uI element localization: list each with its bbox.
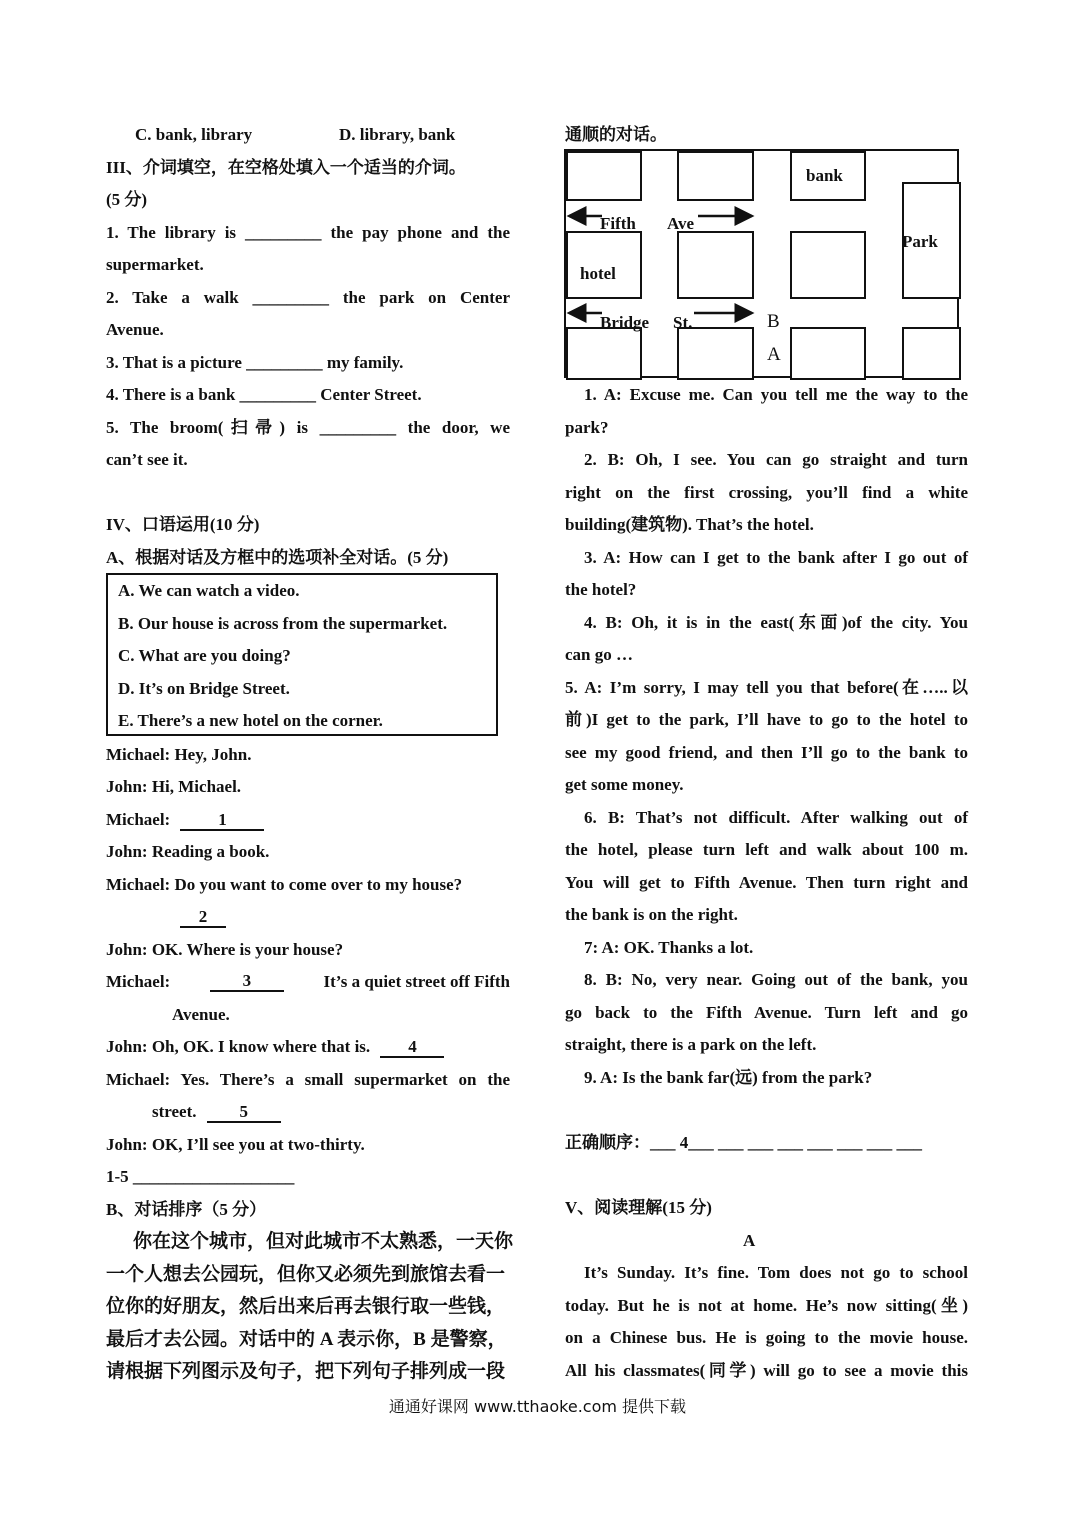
section-4b-title: B、对话排序（5 分） [106,1200,267,1219]
map-label-hotel: hotel [580,264,616,283]
question-5-line-1: 5. The broom(扫帚) is _________ the door, we [106,418,510,437]
dialogue-line-10: John: OK, I’ll see you at two-thirty. [106,1135,365,1154]
sentence-1-line-2: park? [565,418,609,437]
question-1-line-2: supermarket. [106,255,204,274]
blank-2: 2 [180,908,226,928]
sentence-5-line-1: 5. A: I’m sorry, I may tell you that before(在…..以 [565,678,968,697]
option-d: D. It’s on Bridge Street. [118,679,290,698]
question-3: 3. That is a picture _________ my family. [106,353,404,372]
dialogue-line-2: John: Hi, Michael. [106,777,242,796]
blank-3: 3 [210,972,284,992]
dialogue-line-4: John: Reading a book. [106,842,270,861]
question-2-line-2: Avenue. [106,320,164,339]
question-5-line-2: can’t see it. [106,450,188,469]
sentence-4-line-2: can go … [565,645,633,664]
passage-line-3: on a Chinese bus. He is going to the movie house. [565,1328,968,1347]
dialogue-line-5: Michael: Do you want to come over to my house? [106,875,463,894]
passage-line-2: today. But he is not at home. He’s now sitting(坐) [565,1296,968,1315]
chinese-instruction-line-4: 最后才去公园。对话中的 A 表示你，B 是警察， [106,1329,507,1350]
option-e: E. There’s a new hotel on the corner. [118,711,383,730]
dialogue-line-1: Michael: Hey, John. [106,745,252,764]
chinese-instruction-line-3: 位你的好朋友，然后出来后再去银行取一些钱， [106,1296,506,1317]
question-2-line-1: 2. Take a walk _________ the park on Center [106,288,510,307]
section-4a-title: A、根据对话及方框中的选项补全对话。(5 分) [106,548,449,567]
blank-1: 1 [180,811,264,831]
sentence-8-line-1: 8. B: No, very near. Going out of the bank, you [584,970,968,989]
dialogue-line-9: Michael: Yes. There’s a small supermarket on the [106,1070,510,1089]
sentence-8-line-3: straight, there is a park on the left. [565,1035,817,1054]
sentence-2-line-1: 2. B: Oh, I see. You can go straight and turn [584,450,968,469]
option-d: D. library, bank [339,125,456,144]
sentence-4-line-1: 4. B: Oh, it is in the east(东面)of the city. You [584,613,968,632]
sentence-5-line-4: get some money. [565,775,684,794]
dialogue-line-6: John: OK. Where is your house? [106,940,344,959]
dialogue-line-7-cont: Avenue. [172,1005,230,1024]
map-label-a: A [767,344,781,365]
section-3-score: (5 分) [106,190,148,209]
passage-line-4: All his classmates(同学) will go to see a movie this [565,1361,968,1380]
dialogue-line-9-cont-text: street. [152,1102,197,1121]
answer-line: 1-5 ___________________ [106,1167,295,1186]
dialogue-intro-cont: 通顺的对话。 [565,125,667,144]
speaker-michael: Michael: [106,810,171,829]
dialogue-line-3 [106,810,264,831]
section-3-title: III、介词填空，在空格处填入一个适当的介词。 [106,158,466,177]
dialogue-line-8 [106,1037,444,1058]
sentence-2-line-3: building(建筑物). That’s the hotel. [565,515,814,534]
question-1-line-1: 1. The library is _________ the pay phone and the [106,223,510,242]
map-label-st: St. [673,313,693,332]
option-b: B. Our house is across from the supermarket. [118,614,448,633]
sentence-8-line-2: go back to the Fifth Avenue. Turn left and go [565,1003,968,1022]
dialogue-line-8-text: John: Oh, OK. I know where that is. [106,1037,371,1056]
dialogue-line-7-text: It’s a quiet street off Fifth [323,972,510,991]
map-label-bridge: Bridge [600,313,650,332]
sentence-2-line-2: right on the first crossing, you’ll find a white [565,483,968,502]
section-4-title: IV、口语运用(10 分) [106,515,260,534]
map-arrows [566,151,961,380]
passage-a-title: A [743,1231,756,1250]
sentence-5-line-3: see my good friend, and then I’ll go to the bank to [565,743,968,762]
option-c: C. bank, library [135,125,253,144]
sentence-6-line-3: You will get to Fifth Avenue. Then turn right and [565,873,968,892]
sentence-7: 7: A: OK. Thanks a lot. [584,938,754,957]
chinese-instruction-line-1: 你在这个城市，但对此城市不太熟悉，一天你 [133,1231,514,1252]
sentence-1-line-1: 1. A: Excuse me. Can you tell me the way to the [584,385,968,404]
section-5-title: V、阅读理解(15 分) [565,1198,712,1217]
passage-line-1: It’s Sunday. It’s fine. Tom does not go to school [584,1263,968,1282]
sentence-3-line-1: 3. A: How can I get to the bank after I go out of [584,548,968,567]
sentence-5-line-2: 前)I get to the park, I’ll have to go to the hotel to [565,710,968,729]
blank-4: 4 [380,1038,444,1058]
chinese-instruction-line-5: 请根据下列图示及句子，把下列句子排列成一段 [106,1361,506,1382]
option-c: C. What are you doing? [118,646,291,665]
option-a: A. We can watch a video. [118,581,300,600]
chinese-instruction-line-2: 一个人想去公园玩，但你又必须先到旅馆去看一 [106,1264,506,1285]
speaker-michael: Michael: [106,972,171,991]
dialogue-line-7 [106,972,510,992]
blank-5: 5 [207,1103,281,1123]
street-map [564,149,959,378]
dialogue-line-5-blank [180,907,226,928]
correct-order-line: 正确顺序：___ 4___ ___ ___ ___ ___ ___ ___ ___ [565,1133,922,1152]
map-label-b: B [767,311,780,332]
map-label-ave: Ave [667,214,695,233]
question-4: 4. There is a bank _________ Center Street. [106,385,422,404]
sentence-6-line-1: 6. B: That’s not difficult. After walking out of [584,808,968,827]
sentence-6-line-2: the hotel, please turn left and walk about 100 m. [565,840,968,859]
map-label-park: Park [902,232,938,251]
dialogue-line-9-cont [152,1102,281,1123]
sentence-3-line-2: the hotel? [565,580,637,599]
page-footer: 通通好课网 www.tthaoke.com 提供下载 [388,1397,687,1416]
map-label-fifth: Fifth [600,214,636,233]
map-label-bank: bank [806,166,843,185]
sentence-9: 9. A: Is the bank far(远) from the park? [584,1068,873,1087]
sentence-6-line-4: the bank is on the right. [565,905,738,924]
